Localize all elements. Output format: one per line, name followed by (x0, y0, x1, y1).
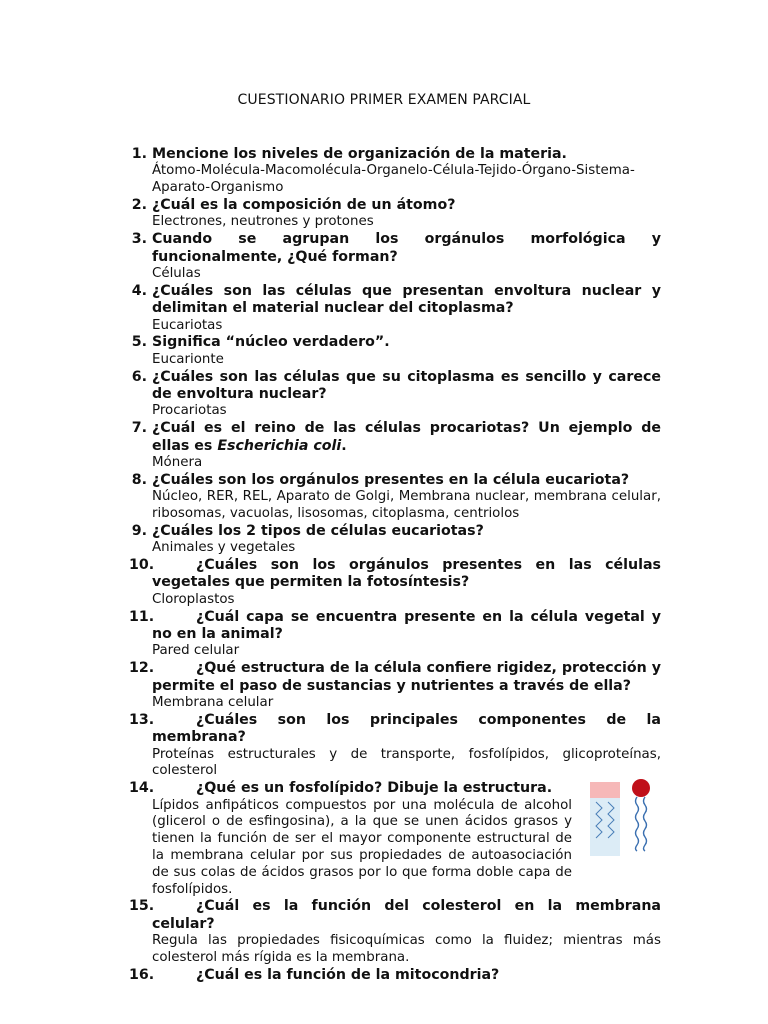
answer-text: Regula las propiedades fisicoquímicas como la fluidez; mientras más colesterol más rígida es la membrana. (152, 933, 661, 966)
list-item (125, 967, 661, 984)
item-number: 11. (129, 608, 155, 625)
answer-text: Átomo-Molécula-Macomolécula-Organelo-Célula-Tejido-Órgano-Sistema-Aparato-Organismo (152, 163, 635, 196)
question-text: Mencione los niveles de organización de la materia. (152, 146, 567, 162)
list-item (125, 334, 661, 368)
list-item (125, 712, 661, 780)
question-text: ¿Qué estructura de la célula confiere rigidez, protección y permite el paso de sustancias y nutrientes a través de ella? (152, 660, 661, 694)
answer-text: Pared celular (152, 643, 240, 659)
question-text: ¿Cuál capa se encuentra presente en la célula vegetal y no en la animal? (152, 608, 661, 643)
question-text: ¿Cuál es la función de la mitocondria? (196, 966, 500, 983)
item-number: 5. (131, 334, 147, 351)
species-name: Escherichia coli (217, 437, 342, 454)
question-text: ¿Cuál es la función del colesterol en la membrana celular? (152, 898, 661, 932)
answer-text: Eucariotas (152, 317, 223, 333)
panel-tail-region (590, 798, 620, 856)
question-text: ¿Cuáles son las células que su citoplasma es sencillo y carece de envoltura nuclear? (152, 368, 661, 403)
question-text: ¿Cuáles los 2 tipos de células eucariotas? (152, 522, 484, 539)
question-text (152, 420, 661, 455)
answer-text: Células (152, 266, 201, 282)
item-number: 8. (131, 471, 147, 488)
list-item (125, 780, 661, 898)
question-text: ¿Qué es un fosfolípido? Dibuje la estructura. (196, 780, 553, 797)
list-item (125, 420, 661, 472)
item-number: 9. (131, 522, 147, 539)
question-text: ¿Cuál es la composición de un átomo? (152, 197, 456, 213)
answer-text: Animales y vegetales (152, 540, 296, 556)
list-item (125, 660, 661, 712)
item-number: 2. (131, 197, 147, 213)
phospholipid-tail-right (644, 797, 647, 851)
question-text: Significa “núcleo verdadero”. (152, 334, 390, 351)
answer-text: Procariotas (152, 403, 227, 419)
item-number: 6. (131, 368, 147, 385)
item-number: 10. (129, 557, 155, 574)
question-text: Cuando se agrupan los orgánulos morfológica y funcionalmente, ¿Qué forman? (152, 231, 661, 265)
item-number: 1. (131, 146, 147, 162)
item-number: 4. (131, 282, 147, 299)
item-number: 15. (129, 898, 155, 915)
answer-text: Electrones, neutrones y protones (152, 214, 374, 230)
page-title: CUESTIONARIO PRIMER EXAMEN PARCIAL (237, 92, 531, 108)
list-item (125, 231, 661, 283)
item-number: 3. (131, 231, 147, 248)
list-item (125, 197, 661, 231)
question-text: ¿Cuáles son las células que presentan envoltura nuclear y delimitan el material nuclear del citoplasma? (152, 282, 661, 317)
answer-text: Núcleo, RER, REL, Aparato de Golgi, Membrana nuclear, membrana celular, ribosomas, vacuolas, lisosomas, citoplasma, centriolos (152, 489, 661, 522)
question-list (125, 146, 661, 984)
panel-head-region (590, 782, 620, 798)
question-text: ¿Cuáles son los principales componentes de la membrana? (152, 711, 661, 746)
list-item (125, 472, 661, 523)
list-item (125, 609, 661, 661)
item-number: 16. (129, 966, 155, 983)
phospholipid-tail-left (636, 797, 639, 851)
question-text-start: ¿Cuál es el reino de las células procariotas? Un ejemplo de ellas es (152, 420, 661, 454)
item-number: 13. (129, 711, 155, 728)
list-item (125, 283, 661, 335)
answer-text: Mónera (152, 455, 203, 471)
item-number: 12. (129, 660, 155, 677)
answer-text: Eucarionte (152, 351, 224, 367)
answer-text: Proteínas estructurales y de transporte, fosfolípidos, glicoproteínas, colesterol (152, 746, 661, 779)
phospholipid-diagram (588, 778, 658, 858)
list-item (125, 369, 661, 421)
question-text: ¿Cuáles son los orgánulos presentes en la célula eucariota? (152, 471, 630, 488)
answer-text: Cloroplastos (152, 591, 235, 607)
question-text: ¿Cuáles son los orgánulos presentes en las células vegetales que permiten la fotosíntesis? (152, 557, 661, 591)
item-number: 7. (131, 420, 147, 437)
phospholipid-head (632, 779, 650, 797)
item-number: 14. (129, 780, 155, 797)
answer-text: Membrana celular (152, 695, 274, 711)
phospholipid-figure (588, 778, 658, 858)
list-item (125, 523, 661, 557)
list-item (125, 557, 661, 609)
list-item (125, 146, 661, 197)
list-item (125, 898, 661, 966)
question-text-end: . (341, 437, 347, 454)
answer-text: Lípidos anfipáticos compuestos por una molécula de alcohol (glicerol o de esfingosina), a la que se unen ácidos grasos y tienen la función de ser el mayor componente estructural de la membrana celular por sus propiedades de autoasociación de sus colas de ácidos grasos por lo que forma doble capa de fosfolípidos. (152, 797, 572, 897)
